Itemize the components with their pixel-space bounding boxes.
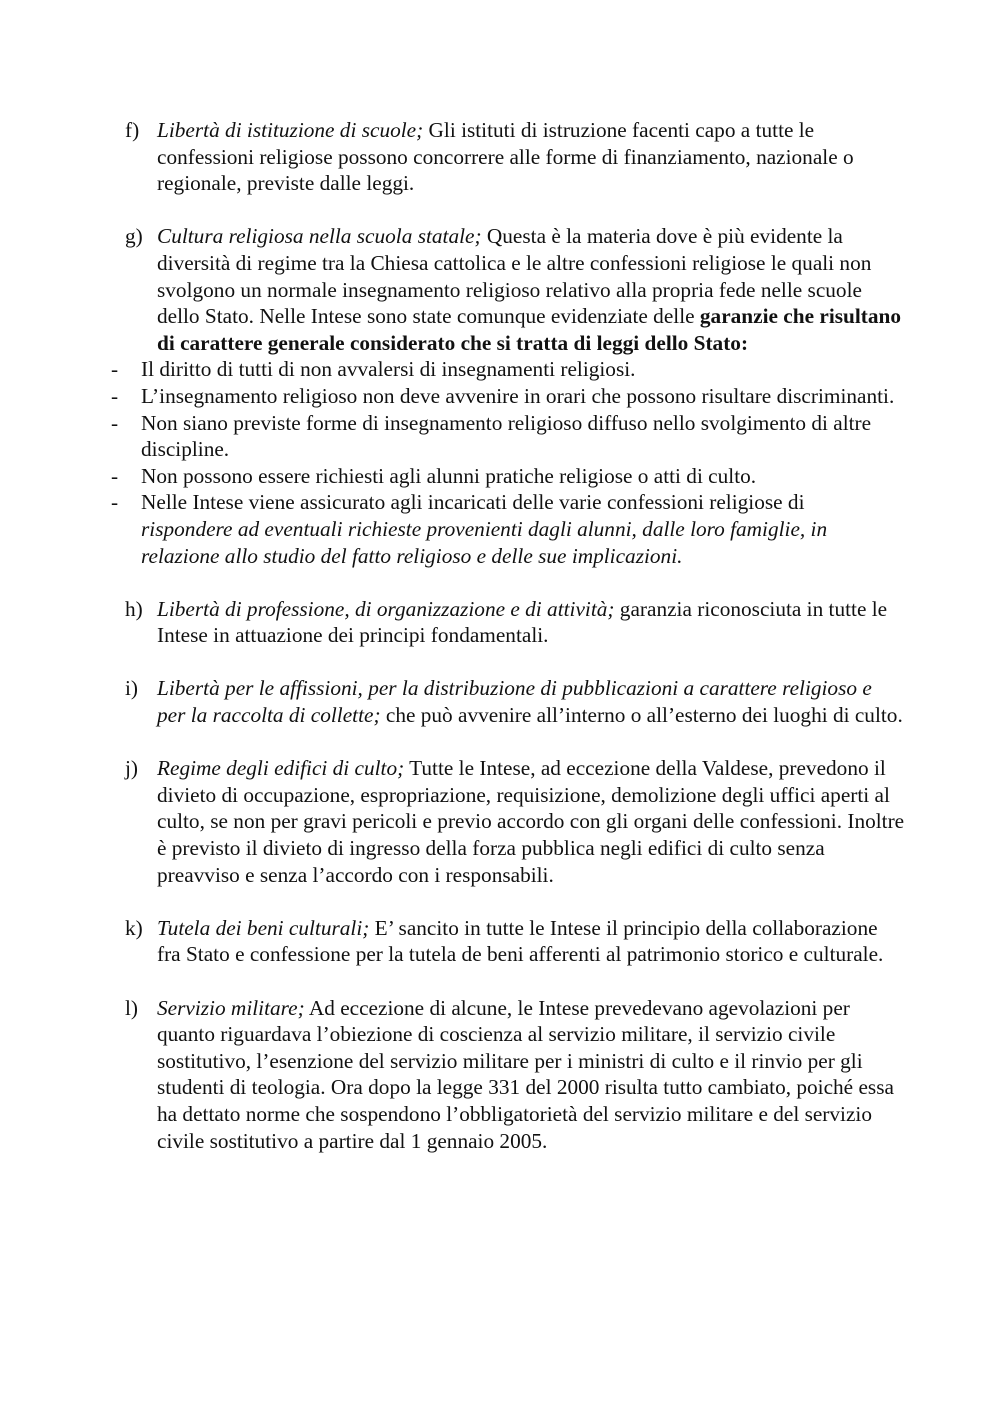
item-marker: i) bbox=[125, 676, 139, 701]
bullet-item bbox=[0, 489, 901, 569]
item-text: garanzia riconosciuta in tutte le Intese in attuazione dei principi fondamentali. bbox=[157, 596, 888, 648]
item-marker: f) bbox=[125, 118, 140, 142]
item-bold-text: garanzie che risultano di carattere generale considerato che si tratta di leggi dello Stato: bbox=[157, 304, 902, 355]
item-title: Libertà di istituzione di scuole; bbox=[157, 118, 424, 142]
bullet-text: L’insegnamento religioso non deve avvenire in orari che possono risultare discriminanti. bbox=[141, 383, 895, 408]
list-item-h bbox=[0, 596, 905, 649]
list-item-l bbox=[0, 995, 905, 1155]
bullet-dash: - bbox=[111, 490, 119, 515]
list-item-g bbox=[0, 223, 905, 356]
list-item-i bbox=[0, 675, 905, 728]
item-title: Regime degli edifici di culto; bbox=[157, 756, 405, 781]
bullet-dash: - bbox=[111, 463, 119, 488]
bullet-dash: - bbox=[111, 357, 119, 382]
bullet-dash: - bbox=[111, 383, 119, 408]
item-title: Libertà di professione, di organizzazione e di attività; bbox=[157, 596, 615, 621]
bullet-text: Non possono essere richiesti agli alunni pratiche religiose o atti di culto. bbox=[141, 463, 757, 488]
bullet-text: Non siano previste forme di insegnamento religioso diffuso nello svolgimento di altre discipline. bbox=[141, 410, 872, 462]
bullet-list bbox=[0, 356, 1000, 569]
item-title: Tutela dei beni culturali; bbox=[157, 915, 370, 940]
item-text: Gli istituti di istruzione facenti capo a tutte le confessioni religiose possono concorrere alle forme di finanziamento, nazionale o regionale, previste dalle leggi. bbox=[157, 118, 854, 196]
bullet-item bbox=[0, 410, 901, 463]
spacer bbox=[0, 569, 1000, 596]
item-text: Ad eccezione di alcune, le Intese prevedevano agevolazioni per quanto riguardava l’obiezione di coscienza al servizio militare, il servizio civile sostitutivo, l’esenzione del servizio militare per i ministri di culto e il rinvio per gli studenti di teologia. Ora dopo la legge 331 del 2000 risulta tutto cambiato, poiché essa ha dettato norme che sospendono l’obbligatorietà del servizio militare e del servizio civile sostitutivo a partire dal 1 gennaio 2005. bbox=[157, 995, 894, 1153]
bullet-text: Nelle Intese viene assicurato agli incaricati delle varie confessioni religiose di bbox=[141, 490, 805, 515]
item-text: E’ sancito in tutte le Intese il principio della collaborazione fra Stato e confessione per la tutela de beni afferenti al patrimonio storico e culturale. bbox=[157, 915, 884, 967]
item-title: Libertà per le affissioni, per la distribuzione di pubblicazioni a carattere religioso e per la raccolta di collette; bbox=[157, 676, 872, 728]
bullet-item bbox=[0, 356, 901, 383]
item-marker: h) bbox=[125, 596, 143, 621]
list-item-f bbox=[0, 117, 905, 197]
bullet-dash: - bbox=[111, 410, 119, 435]
list-item-j bbox=[0, 755, 905, 888]
document-page bbox=[0, 117, 1000, 1154]
bullet-item bbox=[0, 383, 901, 410]
bullet-item bbox=[0, 463, 901, 490]
item-text: che può avvenire all’interno o all’esterno dei luoghi di culto. bbox=[380, 703, 903, 728]
item-title: Servizio militare; bbox=[157, 995, 305, 1020]
item-text: Tutte le Intese, ad eccezione della Valdese, prevedono il divieto di occupazione, espropriazione, requisizione, demolizione degli uffici aperti al culto, se non per gravi pericoli e previo accordo con gli organi delle confessioni. Inoltre è previsto il divieto di ingresso della forza pubblica negli edifici di culto senza preavviso e senza l’accordo con i responsabili. bbox=[157, 756, 905, 887]
list-item-k bbox=[0, 915, 905, 968]
item-marker: k) bbox=[125, 915, 143, 940]
item-text: Questa è la materia dove è più evidente la diversità di regime tra la Chiesa cattolica e le altre confessioni religiose le quali non svolgono un normale insegnamento religioso relativo alla propria fede nelle scuole dello Stato. Nelle Intese sono state comunque evidenziate delle bbox=[157, 224, 872, 329]
item-marker: j) bbox=[125, 756, 139, 781]
bullet-text: Il diritto di tutti di non avvalersi di insegnamenti religiosi. bbox=[141, 357, 636, 382]
bullet-italic-text: rispondere ad eventuali richieste provenienti dagli alunni, dalle loro famiglie, in relazione allo studio del fatto religioso e delle sue implicazioni. bbox=[141, 516, 828, 568]
item-marker: g) bbox=[125, 224, 143, 249]
item-title: Cultura religiosa nella scuola statale; bbox=[157, 224, 482, 249]
item-marker: l) bbox=[125, 995, 139, 1020]
